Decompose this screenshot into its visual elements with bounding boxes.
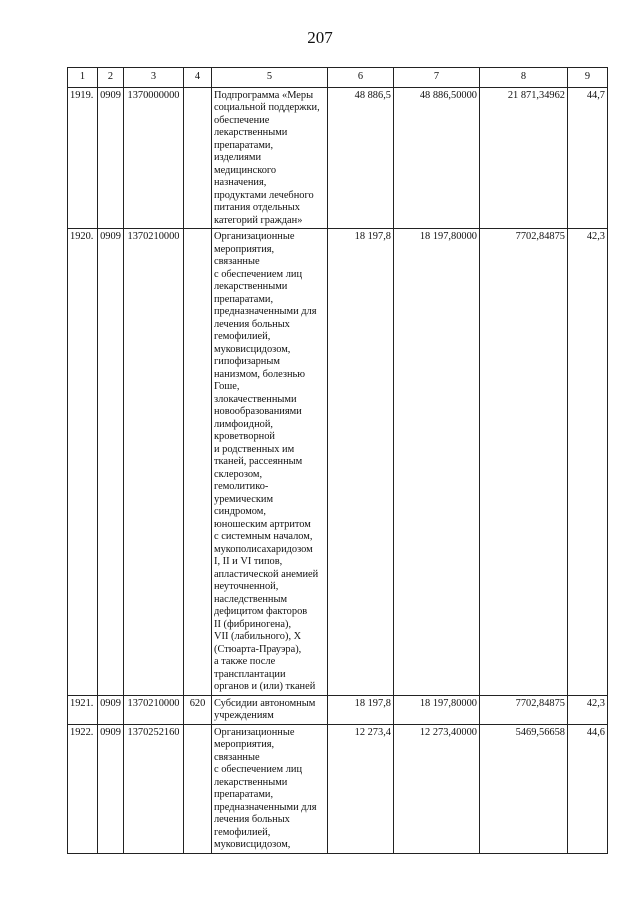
item-name-line: препаратами, — [214, 789, 274, 800]
expense-type-code — [184, 87, 212, 229]
item-name-line: Подпрограмма «Меры — [214, 89, 314, 101]
item-name — [212, 724, 328, 853]
plan-amount-exact: 48 886,50000 — [394, 87, 480, 229]
item-name-line: категорий граждан» — [214, 214, 303, 226]
table-body — [68, 87, 608, 853]
item-name-line: предназначенными для — [214, 801, 317, 813]
item-name-line: гипофизарным — [214, 356, 280, 367]
item-name-line: I, II и VI типов, — [214, 556, 283, 567]
target-article-code: 1370210000 — [124, 695, 184, 724]
item-name-line: трансплантации — [214, 668, 286, 680]
table-row — [68, 87, 608, 229]
item-name-line: лечения больных — [214, 318, 290, 330]
item-name-line: питания отдельных — [214, 202, 300, 213]
budget-table — [67, 67, 608, 854]
plan-amount: 12 273,4 — [328, 724, 394, 853]
table-row — [68, 724, 608, 853]
item-name-line: (Стюарта-Прауэра), — [214, 643, 302, 655]
item-name — [212, 87, 328, 229]
column-header: 6 — [328, 68, 394, 88]
executed-amount: 7702,84875 — [480, 695, 568, 724]
item-name-line: апластической анемией — [214, 568, 319, 580]
item-name-line: Организационные — [214, 231, 295, 242]
executed-amount: 7702,84875 — [480, 229, 568, 696]
item-name-line: лекарственными — [214, 776, 288, 788]
plan-amount: 48 886,5 — [328, 87, 394, 229]
column-header: 9 — [568, 68, 608, 88]
plan-amount-exact: 12 273,40000 — [394, 724, 480, 853]
item-name-line: социальной поддержки, — [214, 102, 320, 113]
row-number: 1920. — [68, 229, 98, 696]
column-header: 5 — [212, 68, 328, 88]
item-name-line: лимфоидной, — [214, 418, 274, 430]
item-name-line: дефицитом факторов — [214, 606, 308, 617]
section-code: 0909 — [98, 724, 124, 853]
column-header: 1 — [68, 68, 98, 88]
item-name-line: лечения больных — [214, 814, 290, 825]
plan-amount-exact: 18 197,80000 — [394, 695, 480, 724]
table-row — [68, 229, 608, 696]
target-article-code: 1370252160 — [124, 724, 184, 853]
execution-percent: 44,6 — [568, 724, 608, 853]
item-name-line: мероприятия, — [214, 243, 275, 255]
item-name-line: новообразованиями — [214, 406, 302, 417]
item-name-line: связанные — [214, 256, 260, 267]
table-row — [68, 695, 608, 724]
item-name-line: муковисцидозом, — [214, 343, 291, 355]
item-name-line: препаратами, — [214, 293, 274, 305]
item-name-line: с системным началом, — [214, 531, 313, 542]
execution-percent: 42,3 — [568, 695, 608, 724]
section-code: 0909 — [98, 87, 124, 229]
item-name-line: VII (лабильного), X — [214, 631, 302, 642]
item-name-line: препаратами, — [214, 139, 274, 151]
item-name-line: медицинского — [214, 164, 277, 176]
item-name-line: тканей, рассеянным — [214, 456, 303, 467]
expense-type-code — [184, 724, 212, 853]
item-name-line: изделиями — [214, 152, 262, 163]
item-name-line: учреждениям — [214, 710, 274, 721]
column-header: 7 — [394, 68, 480, 88]
column-header: 2 — [98, 68, 124, 88]
row-number: 1921. — [68, 695, 98, 724]
item-name — [212, 695, 328, 724]
item-name-line: а также после — [214, 656, 276, 667]
item-name-line: Организационные — [214, 726, 295, 738]
item-name-line: предназначенными для — [214, 306, 317, 317]
plan-amount: 18 197,8 — [328, 229, 394, 696]
expense-type-code: 620 — [184, 695, 212, 724]
item-name-line: Субсидии автономным — [214, 697, 316, 709]
item-name-line: муковисцидозом, — [214, 839, 291, 850]
item-name-line: мукополисахаридозом — [214, 543, 313, 555]
item-name-line: продуктами лечебного — [214, 189, 314, 201]
page-number: 207 — [307, 28, 333, 47]
item-name-line: связанные — [214, 751, 260, 763]
column-header: 8 — [480, 68, 568, 88]
item-name-line: неуточненной, — [214, 581, 279, 592]
item-name-line: гемофилией, — [214, 331, 271, 342]
target-article-code: 1370210000 — [124, 229, 184, 696]
item-name-line: гемолитико- — [214, 481, 269, 492]
item-name-line: уремическим — [214, 493, 274, 505]
expense-type-code — [184, 229, 212, 696]
item-name-line: назначения, — [214, 177, 267, 188]
execution-percent: 42,3 — [568, 229, 608, 696]
item-name-line: с обеспечением лиц — [214, 268, 303, 280]
row-number: 1919. — [68, 87, 98, 229]
item-name — [212, 229, 328, 696]
item-name-line: мероприятия, — [214, 739, 275, 750]
item-name-line: юношеским артритом — [214, 518, 311, 530]
row-number: 1922. — [68, 724, 98, 853]
plan-amount: 18 197,8 — [328, 695, 394, 724]
item-name-line: нанизмом, болезнью — [214, 368, 306, 380]
item-name-line: злокачественными — [214, 393, 297, 405]
item-name-line: лекарственными — [214, 127, 288, 138]
target-article-code: 1370000000 — [124, 87, 184, 229]
item-name-line: кроветворной — [214, 431, 275, 442]
column-header: 3 — [124, 68, 184, 88]
executed-amount: 5469,56658 — [480, 724, 568, 853]
item-name-line: синдромом, — [214, 506, 266, 517]
section-code: 0909 — [98, 229, 124, 696]
item-name-line: склерозом, — [214, 468, 263, 480]
item-name-line: наследственным — [214, 593, 288, 605]
item-name-line: с обеспечением лиц — [214, 764, 303, 775]
item-name-line: лекарственными — [214, 281, 288, 292]
item-name-line: обеспечение — [214, 114, 270, 126]
item-name-line: Гоше, — [214, 381, 240, 392]
item-name-line: и родственных им — [214, 443, 295, 455]
execution-percent: 44,7 — [568, 87, 608, 229]
plan-amount-exact: 18 197,80000 — [394, 229, 480, 696]
executed-amount: 21 871,34962 — [480, 87, 568, 229]
section-code: 0909 — [98, 695, 124, 724]
item-name-line: органов и (или) тканей — [214, 681, 316, 692]
table-header-row — [68, 68, 608, 88]
item-name-line: гемофилией, — [214, 826, 271, 838]
column-header: 4 — [184, 68, 212, 88]
item-name-line: II (фибриногена), — [214, 618, 292, 630]
